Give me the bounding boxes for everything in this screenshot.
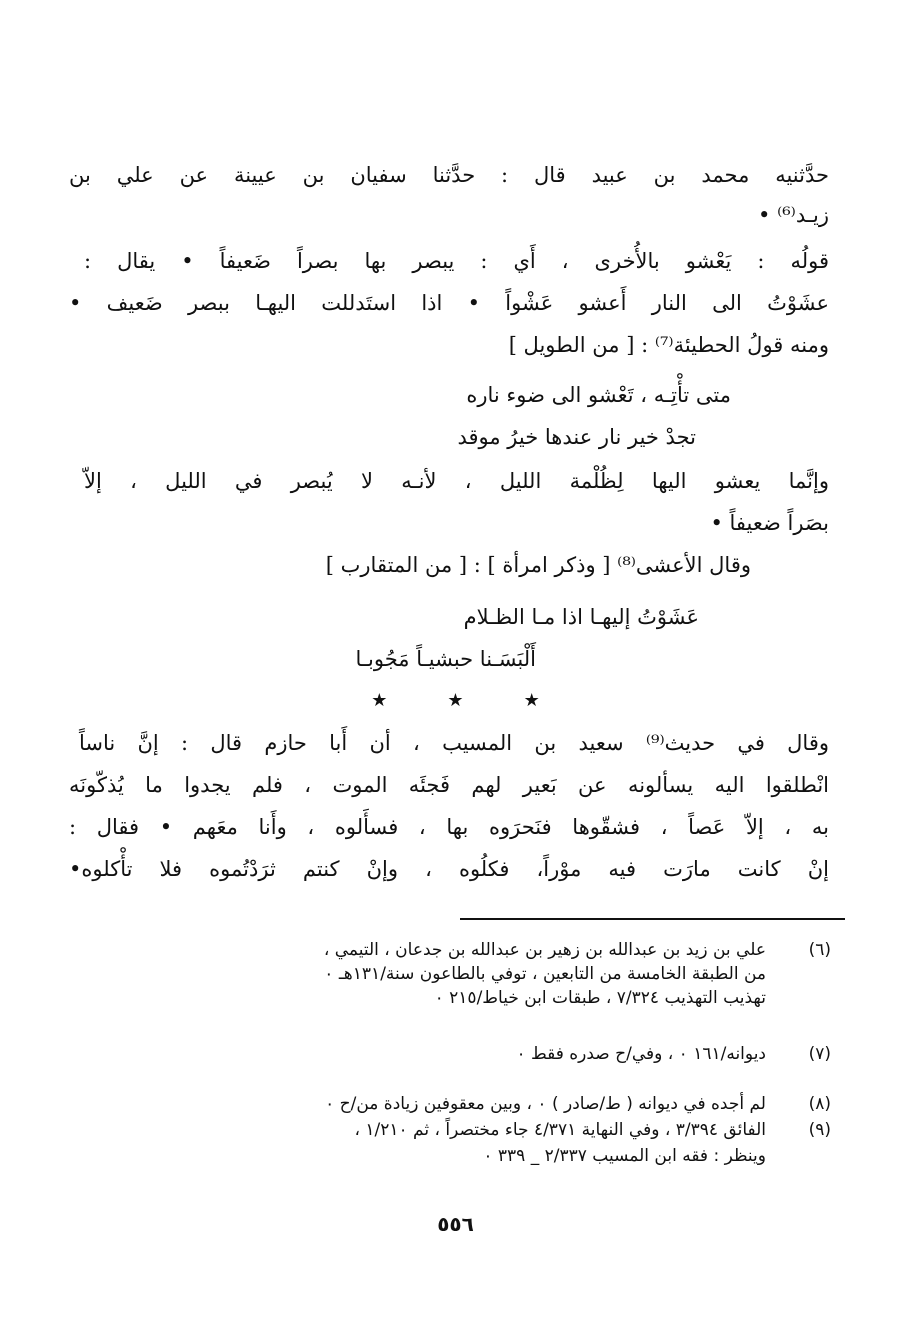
footnote-number: (٦) xyxy=(808,940,831,960)
footnote-number: (٨) xyxy=(808,1094,831,1114)
body-line: إنْ كانت مارَت فيه موْراً، فكلُوه ، وإنْ كنتم ثرَدْتُموه فلا تأْكلوه• xyxy=(69,857,829,881)
poem-hemistich: تجدْ خير نار عندها خيرُ موقد xyxy=(457,425,696,449)
page-number: ٥٥٦ xyxy=(437,1212,474,1236)
body-line: زيـد⁽⁶⁾ • xyxy=(758,203,829,227)
body-line: قولُه : يَعْشو بالأُخرى ، أَي : يبصر بها بصراً ضَعيفاً • يقال : xyxy=(84,249,829,273)
body-line: به ، إلاّ عَصاً ، فشقّوها فنَحرَوه بها ، فسأَلوه ، وأَنا معَهم • فقال : xyxy=(69,815,829,839)
poem-hemistich: متى تأْتِـه ، تَعْشو الى ضوء ناره xyxy=(466,383,731,407)
body-line: حدَّثنيه محمد بن عبيد قال : حدَّثنا سفيان بن عيينة عن علي بن xyxy=(69,163,829,187)
star-icon: ★ xyxy=(447,690,464,711)
footnote-line: تهذيب التهذيب ٧/٣٢٤ ، طبقات ابن خياط/٢١٥ ٠ xyxy=(434,988,766,1008)
footnote-line: وينظر : فقه ابن المسيب ٢/٣٣٧ _ ٣٣٩ ٠ xyxy=(483,1146,766,1166)
footnote-number: (٩) xyxy=(808,1120,831,1140)
body-line: وقال الأعشى⁽⁸⁾ [ وذكر امرأة ] : [ من المتقارب ] xyxy=(325,553,751,577)
footnote-line: الفائق ٣/٣٩٤ ، وفي النهاية ٤/٣٧١ جاء مختصراً ، ثم ١/٢١٠ ، xyxy=(354,1120,766,1140)
body-line: بصَراً ضعيفاً • xyxy=(710,511,829,535)
footnote-divider xyxy=(460,918,845,920)
body-line: وإنَّما يعشو اليها لِظُلْمة الليل ، لأنـه لا يُبصر في الليل ، إلاّ xyxy=(84,469,829,493)
footnote-line: ديوانه/١٦١ ٠ ، وفي/ح صدره فقط ٠ xyxy=(516,1044,766,1064)
section-separator xyxy=(0,690,911,711)
footnote-line: لم أجده في ديوانه ( ط/صادر ) ٠ ، وبين معقوفين زيادة من/ح ٠ xyxy=(325,1094,766,1114)
star-icon: ★ xyxy=(523,690,540,711)
body-line: عشَوْتُ الى النار أَعشو عَشْواً • اذا استَدللت اليهـا ببصر ضَعيف • xyxy=(69,291,829,315)
body-line: وقال في حديث⁽⁹⁾ سعيد بن المسيب ، أن أَبا حازم قال : إنَّ ناساً xyxy=(79,731,830,755)
star-icon: ★ xyxy=(371,690,388,711)
footnote-line: من الطبقة الخامسة من التابعين ، توفي بالطاعون سنة/١٣١هـ ٠ xyxy=(324,964,766,984)
poem-hemistich: أَلْبَسَـنا حبشيـاً مَجُوبـا xyxy=(355,647,536,671)
body-line: ومنه قولُ الحطيئة⁽⁷⁾ : [ من الطويل ] xyxy=(508,333,829,357)
footnote-line: علي بن زيد بن عبدالله بن زهير بن عبدالله بن جدعان ، التيمي ، xyxy=(323,940,766,960)
poem-hemistich: عَشَوْتُ إليهـا اذا مـا الظـلام xyxy=(463,605,699,629)
footnote-number: (٧) xyxy=(808,1044,831,1064)
body-line: انْطلقوا اليه يسألونه عن بَعير لهم فَجئَه الموت ، فلم يجدوا ما يُذكّونَه xyxy=(69,773,829,797)
